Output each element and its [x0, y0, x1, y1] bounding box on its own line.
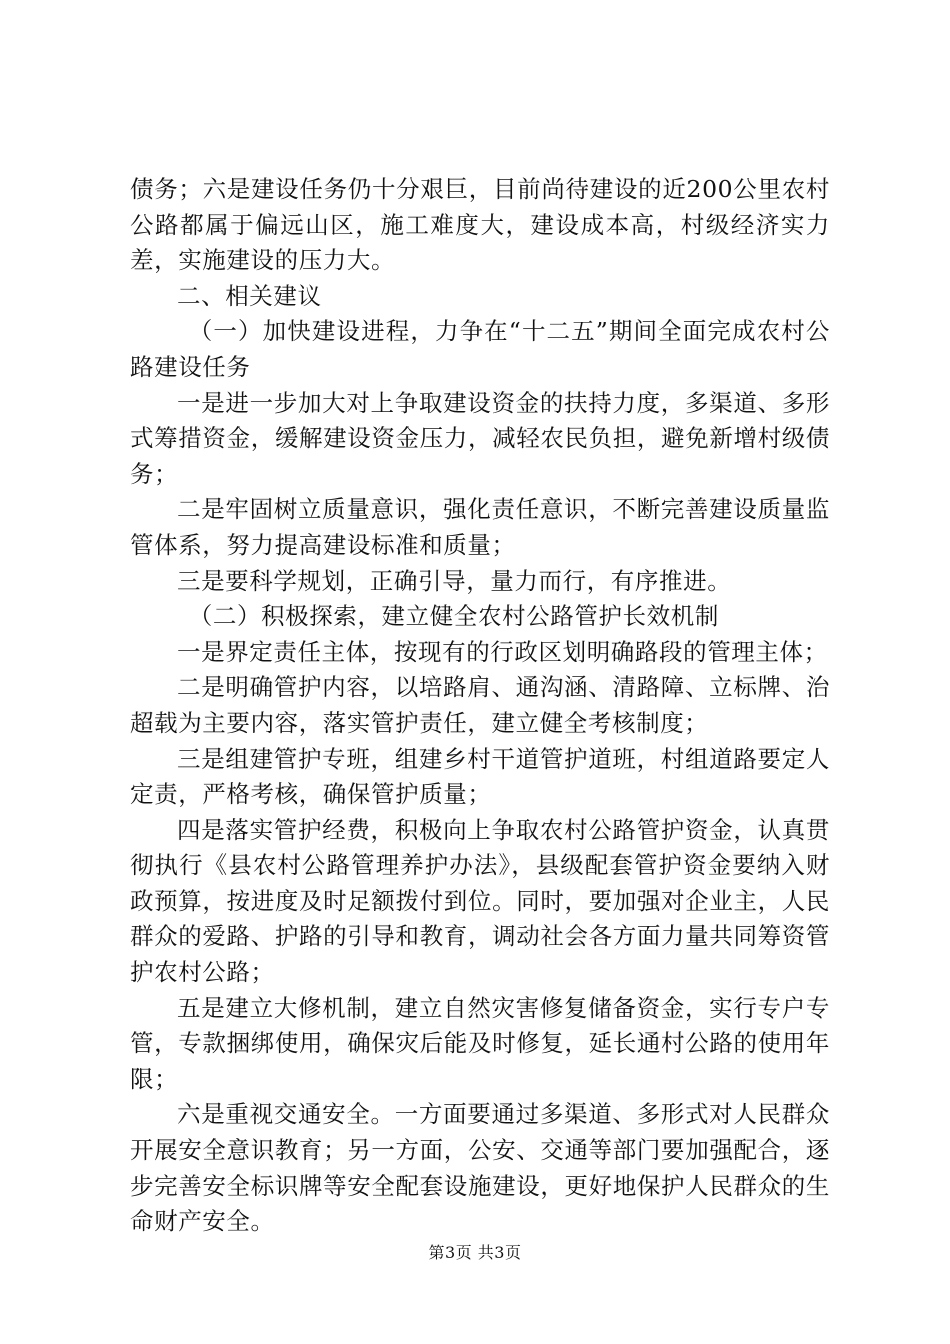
paragraph-continued-debt: 债务；六是建设任务仍十分艰巨，目前尚待建设的近200公里农村公路都属于偏远山区，施工难度大，建设成本高，村级经济实力差，实施建设的压力大。: [130, 175, 830, 275]
paragraph-item-planning: 三是要科学规划，正确引导，量力而行，有序推进。: [177, 566, 732, 595]
paragraph-item-safety: 六是重视交通安全。一方面要通过多渠道、多形式对人民群众开展安全意识教育；另一方面，公安、交通等部门要加强配合，逐步完善安全标识牌等安全配套设施建设，更好地保护人民群众的生命财产安全。: [130, 1100, 830, 1236]
subsection-heading-maintenance: （二）积极探索，建立健全农村公路管护长效机制: [188, 602, 719, 631]
paragraph-item-team: 三是组建管护专班，组建乡村干道管护道班，村组道路要定人定责，严格考核，确保管护质量；: [130, 744, 830, 809]
paragraph-item-funding: 一是进一步加大对上争取建设资金的扶持力度，多渠道、多形式筹措资金，缓解建设资金压力，减轻农民负担，避免新增村级债务；: [130, 388, 830, 488]
paragraph-item-repair: 五是建立大修机制，建立自然灾害修复储备资金，实行专户专管，专款捆绑使用，确保灾后能及时修复，延长通村公路的使用年限；: [130, 993, 830, 1093]
paragraph-item-responsibility: 一是界定责任主体，按现有的行政区划明确路段的管理主体；: [177, 637, 828, 666]
paragraph-item-content: 二是明确管护内容，以培路肩、通沟涵、清路障、立标牌、治超载为主要内容，落实管护责任，建立健全考核制度；: [130, 673, 830, 737]
page-number-footer: 第3页 共3页: [428, 1243, 522, 1262]
document-body: [130, 172, 830, 1240]
subsection-heading-construction: （一）加快建设进程，力争在“十二五”期间全面完成农村公路建设任务: [130, 317, 830, 381]
section-heading-suggestions: 二、相关建议: [177, 281, 322, 310]
paragraph-item-funds: 四是落实管护经费，积极向上争取农村公路管护资金，认真贯彻执行《县农村公路管理养护办法》，县级配套管护资金要纳入财政预算，按进度及时足额拨付到位。同时，要加强对企业主，人民群众的爱路、护路的引导和教育，调动社会各方面力量共同筹资管护农村公路；: [130, 815, 830, 987]
paragraph-item-quality: 二是牢固树立质量意识，强化责任意识，不断完善建设质量监管体系，努力提高建设标准和质量；: [130, 495, 830, 559]
